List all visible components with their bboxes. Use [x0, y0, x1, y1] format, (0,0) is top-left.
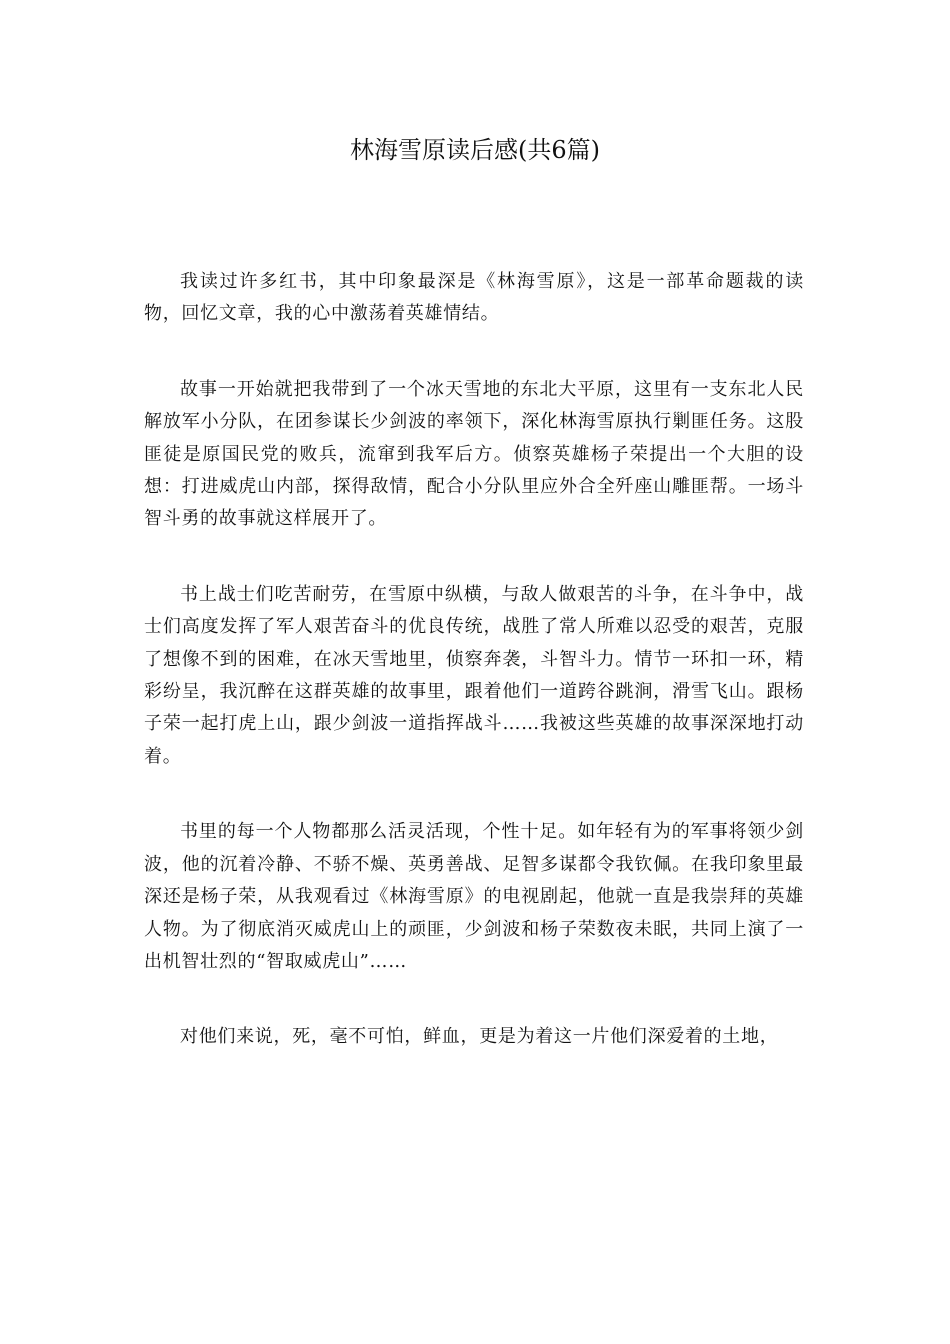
document-title: 林海雪原读后感(共6篇)	[350, 136, 600, 164]
paragraph: 书上战士们吃苦耐劳，在雪原中纵横，与敌人做艰苦的斗争，在斗争中，战士们高度发挥了军人艰苦奋斗的优良传统，战胜了常人所难以忍受的艰苦，克服了想像不到的困难，在冰天雪地里，侦察奔袭，斗智斗力。情节一环扣一环，精彩纷呈，我沉醉在这群英雄的故事里，跟着他们一道跨谷跳涧，滑雪飞山。跟杨子荣一起打虎上山，跟少剑波一道指挥战斗……我被这些英雄的故事深深地打动着。	[144, 583, 804, 767]
paragraph: 我读过许多红书，其中印象最深是《林海雪原》，这是一部革命题裁的读物，回忆文章，我的心中激荡着英雄情结。	[144, 271, 804, 325]
paragraph: 对他们来说，死，毫不可怕，鲜血，更是为着这一片他们深爱着的土地，	[180, 1026, 779, 1048]
paragraph: 故事一开始就把我带到了一个冰天雪地的东北大平原，这里有一支东北人民解放军小分队，在团参谋长少剑波的率领下，深化林海雪原执行剿匪任务。这股匪徒是原国民党的败兵，流窜到我军后方。侦察英雄杨子荣提出一个大胆的设想：打进威虎山内部，探得敌情，配合小分队里应外合全歼座山雕匪帮。一场斗智斗勇的故事就这样展开了。	[144, 378, 804, 530]
paragraph: 书里的每一个人物都那么活灵活现，个性十足。如年轻有为的军事将领少剑波，他的沉着冷静、不骄不燥、英勇善战、足智多谋都令我钦佩。在我印象里最深还是杨子荣，从我观看过《林海雪原》的电视剧起，他就一直是我崇拜的英雄人物。为了彻底消灭威虎山上的顽匪，少剑波和杨子荣数夜未眠，共同上演了一出机智壮烈的“智取威虎山”……	[144, 821, 804, 972]
document-body	[144, 266, 804, 1097]
